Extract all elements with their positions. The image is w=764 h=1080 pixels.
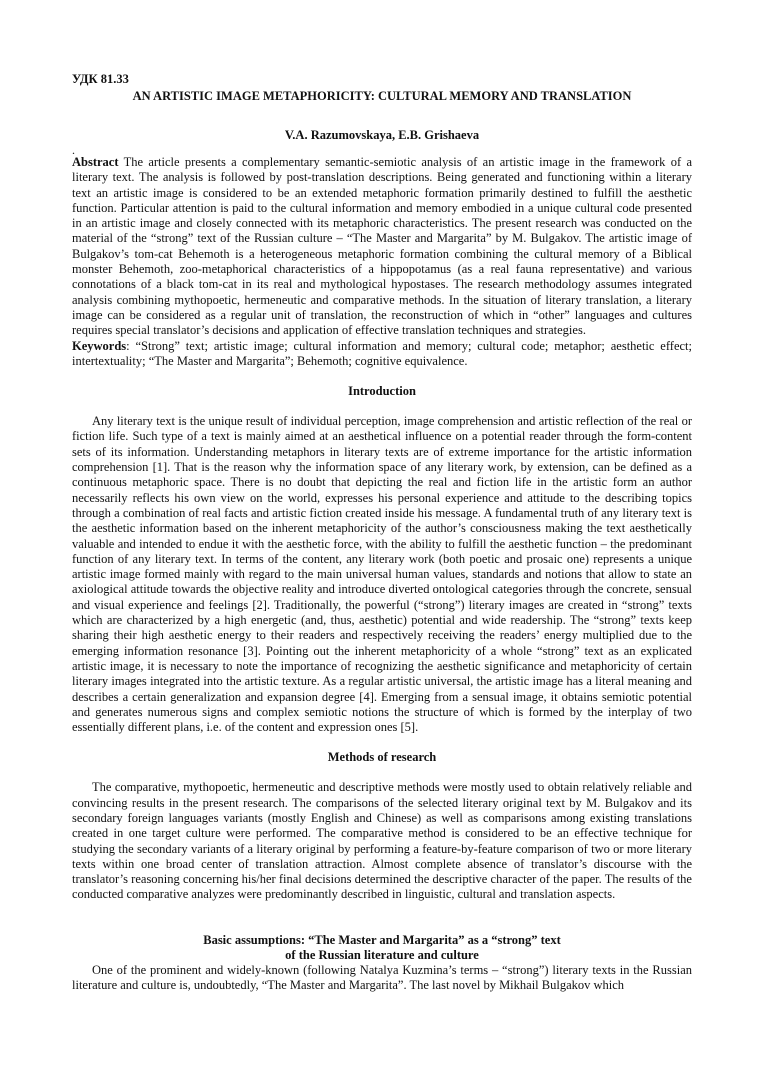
abstract-label: Abstract: [72, 155, 119, 169]
article-title: AN ARTISTIC IMAGE METAPHORICITY: CULTURAL MEMORY AND TRANSLATION: [132, 89, 632, 103]
article-page: [72, 72, 692, 993]
basic-heading-line2: of the Russian literature and culture: [285, 947, 479, 962]
introduction-paragraph: Any literary text is the unique result of individual perception, image comprehension and artistic reflection of the real or fiction life. Such type of a text is mainly aimed at an aesthetical influence on a potential reader through the form-content sets of its information. Understanding metaphors in literary texts are of extreme importance for the artistic information comprehension [1]. That is the reason why the information space of any literary work, by extension, can be defined as a continuous metaphoric space. There is no doubt that depicting the real and fiction life in the artistic form an author necessarily reflects his own view on the world, expresses his personal experience and attitude to the describing topics through a combination of real facts and artistic fiction created inside his message. A fundamental truth of any literary text is the aesthetic information based on the inherent metaphoricity of the author’s consciousness making the text aesthetically valuable and intended to endue it with the aesthetic force, with the ability to fulfill the aesthetic function – the predominant function of any literary text. In terms of the content, any literary work (both poetic and prosaic one) represents a unique artistic image formed mainly with regard to the main universal human values, standards and notions that allow to state an axiological attitude towards the objective reality and introduce diverted ontological categories through the concrete, sensual and visual experience and feelings [2]. Traditionally, the powerful (“strong”) literary images are created in “strong” texts which are characterized by a high energetic (and, thus, aesthetic) potential and wide readership. The “strong” texts keep sharing their high aesthetic energy to their readers and respectively receiving the readers’ energy multiplied due to the emerging information resonance [3]. Pointing out the inherent metaphoricity of a whole “strong” text as an explicated artistic image, it is necessary to note the importance of recognizing the aesthetic significance and metaphoricity of certain literary images integrated into the artistic texture. As a regular artistic universal, the artistic image has a literal meaning and describes a certain generalization and expansion degree [4]. Emerging from a sensual image, it obtains semiotic potential and generates numerous signs and complex semiotic notions the structure of which is formed by the interplay of two essentially different plans, i.e. of the content and expression ones [5].: [72, 414, 692, 735]
introduction-heading: Introduction: [348, 384, 416, 399]
udk-code: УДК 81.33: [72, 72, 129, 86]
keywords-paragraph: [72, 339, 692, 370]
keywords-label: Keywords: [72, 338, 127, 353]
basic-assumptions-paragraph: One of the prominent and widely-known (following Natalya Kuzmina’s terms – “strong”) literary texts in the Russian literature and culture is, undoubtedly, “The Master and Margarita”. The last novel by Mikhail Bulgakov which: [72, 962, 692, 993]
stray-mark: .: [72, 143, 75, 157]
abstract-text: The article presents a complementary semantic-semiotic analysis of an artistic image in the framework of a literary text. The analysis is followed by post-translation descriptions. Being generated and functioning within a literary text an artistic image is considered to be an extended metaphoric formation primarily destined to fulfill the aesthetic function. Particular attention is paid to the cultural information and memory embodied in a unique cultural code presented in an artistic image and closely connected with its metaphoric characteristics. The present research was conducted on the material of the “strong” text of the Russian culture – “The Master and Margarita” by M. Bulgakov. The artistic image of Bulgakov’s tom-cat Behemoth is a heterogeneous metaphoric formation combining the cultural memory of a Biblical monster Behemoth, zoo-metaphorical characteristics of a hippopotamus (as a real fauna representative) and various connotations of a black tom-cat in its real and mythological hypostases. The research methodology assumes integrated analysis combining mythopoetic, hermeneutic and comparative methods. In the situation of literary translation, a literary image can be considered as a regular unit of translation, the reconstruction of which in “other” languages and cultures requires special translator’s decisions and application of effective translation techniques and strategies.: [72, 155, 692, 338]
abstract-paragraph: [72, 155, 692, 339]
keywords-text: : “Strong” text; artistic image; cultural information and memory; cultural code; metaphor; aesthetic effect; intertextuality; “The Master and Margarita”; Behemoth; cognitive equivalence.: [72, 338, 692, 368]
methods-paragraph: The comparative, mythopoetic, hermeneutic and descriptive methods were mostly used to obtain relatively reliable and convincing results in the present research. The comparisons of the selected literary original text by M. Bulgakov and its secondary foreign languages variants (mostly English and Chinese) as well as comparisons among existing translations created in one target culture were performed. The comparative method is considered to be an effective technique for studying the secondary variants of a literary original by performing a feature-by-feature comparison of two or more literary texts within one broad center of translation attraction. Almost complete absence of translator’s discourse with the translator’s reasoning concerning his/her final decisions determined the descriptive character of the paper. The results of the conducted comparative analyzes were predominantly described in linguistic, cultural and translation aspects.: [72, 780, 692, 902]
article-authors: V.A. Razumovskaya, E.B. Grishaeva: [284, 128, 480, 142]
methods-heading: Methods of research: [327, 750, 437, 765]
basic-assumptions-heading: [72, 933, 692, 963]
basic-heading-line1: Basic assumptions: “The Master and Margarita” as a “strong” text: [203, 932, 561, 947]
